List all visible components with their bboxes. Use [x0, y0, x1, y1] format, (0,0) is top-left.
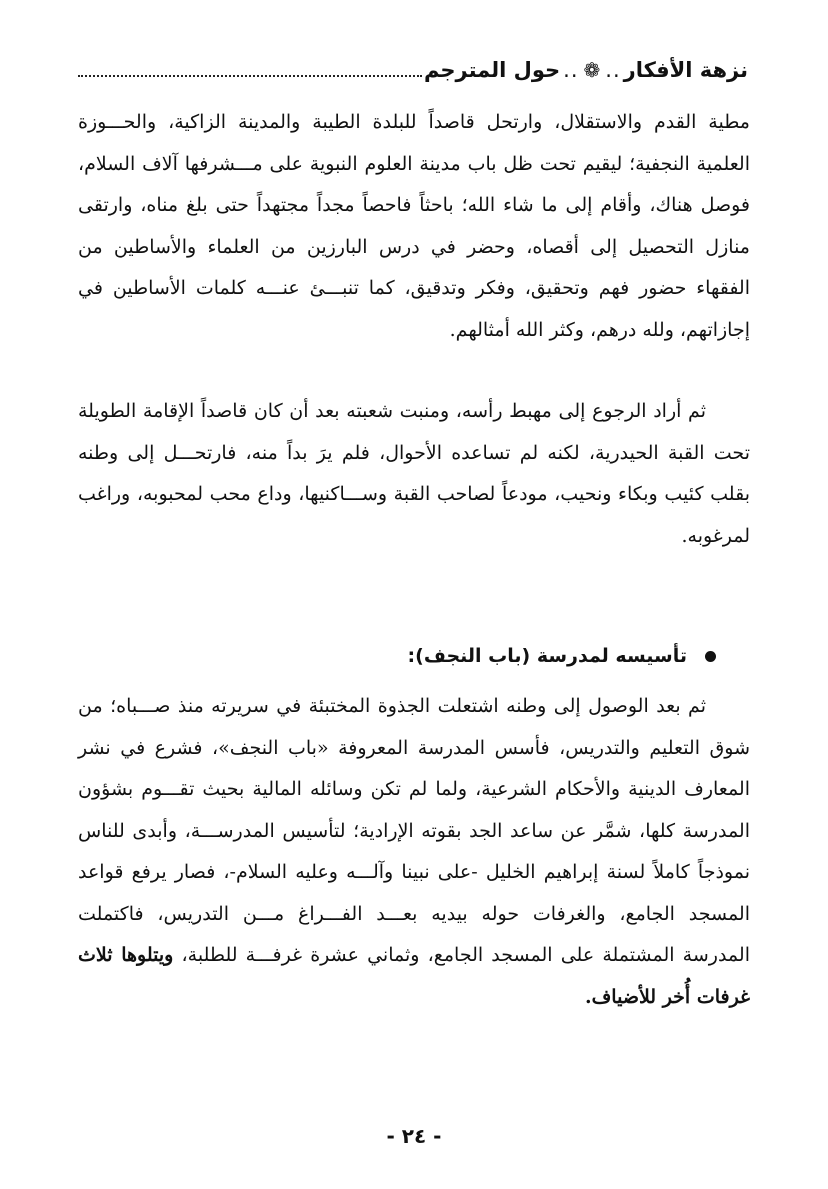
section-heading-text: تأسيسه لمدرسة (باب النجف):	[407, 645, 687, 667]
paragraph-text: ثم أراد الرجوع إلى مهبط رأسه، ومنبت شعبته بعد أن كان قاصداً الإقامة الطويلة تحت القبة الحيدرية، لكنه لم تساعده الأحوال، فلم يرَ بداً منه، فارتحـــل إلى وطنه بقلب كئيب وبكاء ونحيب، مودعاً لصاحب القبة وســـاكنيها، وداع محب لمحبوبه، وراغب لمرغوبه.	[78, 400, 750, 547]
section-body-end: ويتلوها ثلاث غرفات أُخر للأضياف.	[78, 944, 750, 1008]
header-leader-dots	[78, 75, 422, 77]
flower-ornament-icon: ❁	[583, 58, 601, 82]
section-heading	[78, 638, 750, 674]
section-body	[78, 686, 750, 1018]
header-separator: ..	[605, 58, 621, 82]
section-body-main: ثم بعد الوصول إلى وطنه اشتعلت الجذوة المختبئة في سريرته منذ صـــباه؛ من شوق التعليم والتدريس، فأسس المدرسة المعروفة «باب النجف»، فشرع في نشر المعارف الدينية والأحكام الشرعية، ولما لم تكن وسائله المالية بحيث تقـــوم بشؤون المدرسة كلها، شمَّر عن ساعد الجد بقوته الإرادية؛ لتأسيس المدرســـة، وأبدى للناس نموذجاً كاملاً لسنة إبراهيم الخليل -على نبينا وآلـــه وعليه السلام-، فصار يرفع قواعد المسجد الجامع، والغرفات حوله بيديه بعـــد الفـــراغ مـــن التدريس، فاكتملت المدرسة المشتملة على المسجد الجامع، وثماني عشرة غرفـــة للطلبة،	[78, 695, 750, 966]
paragraph-return	[78, 391, 750, 557]
bullet-icon	[705, 651, 716, 662]
header-section-title: حول المترجم	[423, 58, 561, 82]
header-separator: ..	[563, 58, 579, 82]
header-book-title: نزهة الأفكار	[623, 58, 748, 82]
running-header	[78, 50, 750, 90]
section-body-text	[78, 686, 750, 1018]
page-number: - ٢٤ -	[386, 1124, 442, 1148]
paragraph-text: مطية القدم والاستقلال، وارتحل قاصداً للبلدة الطيبة والمدينة الزاكية، والحـــوزة العلمية النجفية؛ ليقيم تحت ظل باب مدينة العلوم النبوية على مـــشرفها آلاف السلام، فوصل هناك، وأقام إلى ما شاء الله؛ باحثاً فاحصاً مجداً مجتهداً حتى بلغ مناه، وارتقى منازل التحصيل إلى أقصاه، وحضر في درس البارزين من العلماء والأساطين من الفقهاء حضور فهم وتحقيق، وفكر وتدقيق، كما تنبـــئ عنـــه كلمات الأساطين في إجازاتهم، ولله درهم، وكثر الله أمثالهم.	[78, 111, 750, 341]
paragraph-continuation	[78, 102, 750, 351]
